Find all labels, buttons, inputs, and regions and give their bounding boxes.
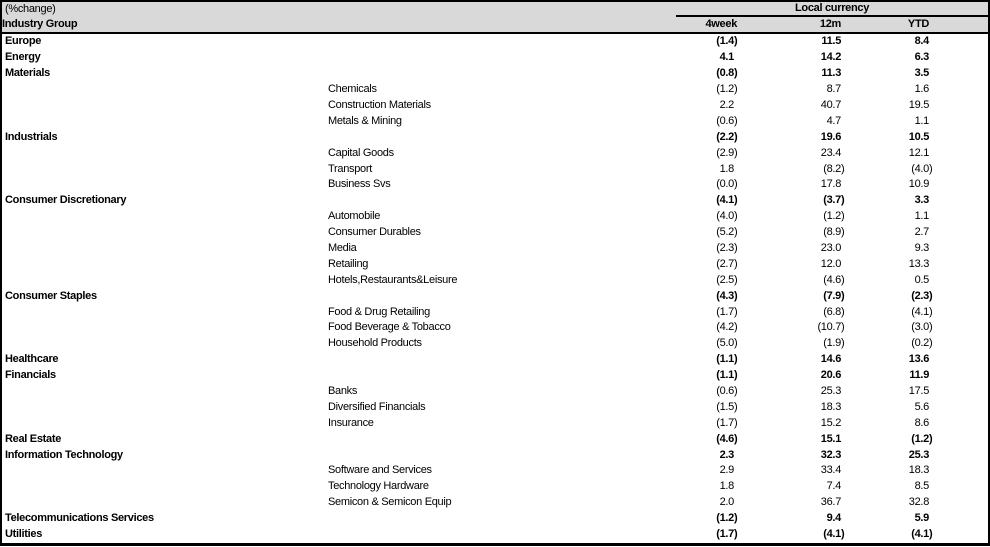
value-4week: (1.7) [716,305,738,318]
row-spacer [934,527,988,543]
sub-industry-cell [328,447,558,463]
industry-group-cell: Financials [5,369,56,382]
industry-group-cell: Healthcare [5,353,59,366]
value-4week: (4.3) [716,289,738,302]
value-4week: (2.5) [716,273,738,286]
value-4week: (1.7) [716,416,738,429]
value-ytd: 19.5 [908,99,930,111]
value-12m: 32.3 [820,448,842,461]
sub-industry-cell [328,129,558,145]
value-12m: 12.0 [820,257,842,270]
industry-group-cell [2,479,328,495]
sub-industry-cell [328,66,558,82]
table-row [2,113,988,129]
sub-industry-cell [328,193,558,209]
sub-industry-cell: Transport [328,162,372,175]
value-12m: 23.0 [820,242,842,255]
row-spacer [934,511,988,527]
value-12m: 9.4 [826,512,842,525]
table-row [2,495,988,511]
value-ytd: 13.6 [908,353,930,366]
value-12m: 19.6 [820,130,842,143]
value-ytd: 17.5 [908,385,930,398]
sub-industry-cell: Retailing [328,257,369,270]
value-12m: 7.4 [826,480,842,493]
row-spacer [934,161,988,177]
value-12m: (4.1) [823,528,845,541]
table-row [2,368,988,384]
row-spacer [934,479,988,495]
value-ytd: (4.0) [911,162,933,175]
value-4week: (2.7) [716,257,738,270]
row-spacer [934,352,988,368]
row-spacer [934,113,988,129]
row-spacer [934,50,988,66]
value-4week: 1.8 [719,480,735,493]
industry-group-cell [2,336,328,352]
table-row [2,447,988,463]
industry-group-cell [2,495,328,511]
industry-group-cell [2,256,328,272]
value-4week: (1.1) [716,369,738,382]
value-ytd: (0.2) [911,337,933,350]
column-header-4week: 4week [558,17,739,34]
sub-industry-cell: Diversified Financials [328,400,426,413]
table-row [2,511,988,527]
value-4week: (1.2) [716,512,738,525]
row-spacer [934,272,988,288]
value-ytd: 5.6 [914,400,930,413]
value-ytd: 8.6 [914,416,930,429]
value-4week: (4.1) [716,194,738,207]
row-spacer [934,304,988,320]
industry-group-cell [2,384,328,400]
row-spacer [934,336,988,352]
sub-industry-cell: Capital Goods [328,146,394,159]
industry-group-cell: Materials [5,67,50,80]
value-ytd: 6.3 [914,51,930,64]
industry-group-cell: Consumer Staples [5,289,97,302]
table-row [2,161,988,177]
value-12m: 25.3 [820,385,842,398]
value-4week: (4.6) [716,432,738,445]
value-ytd: 32.8 [908,496,930,509]
value-4week: (0.8) [716,67,738,80]
industry-group-cell: Real Estate [5,432,62,445]
industry-group-cell [2,225,328,241]
sub-industry-cell: Semicon & Semicon Equip [328,496,452,509]
table-header [2,2,988,34]
value-4week: (2.3) [716,242,738,255]
table-row [2,241,988,257]
sub-industry-cell [328,511,558,527]
table-row [2,145,988,161]
industry-group-cell [2,241,328,257]
local-currency-header: Local currency [676,2,988,17]
value-4week: (0.6) [716,385,738,398]
table-row [2,50,988,66]
row-spacer [934,193,988,209]
table-row [2,304,988,320]
value-ytd: 13.3 [908,257,930,270]
row-spacer [934,209,988,225]
value-ytd: 11.9 [909,369,930,382]
row-spacer [934,34,988,50]
value-12m: 8.7 [826,83,842,96]
table-row [2,288,988,304]
value-ytd: 0.5 [914,273,930,286]
sub-industry-cell: Consumer Durables [328,226,421,239]
sub-industry-cell: Chemicals [328,83,377,96]
value-4week: (1.1) [716,353,738,366]
sub-industry-cell [328,34,558,50]
industry-group-cell [2,82,328,98]
value-12m: 33.4 [820,464,842,477]
table-row [2,129,988,145]
value-12m: (8.9) [823,226,845,239]
sub-industry-cell: Business Svs [328,178,391,191]
row-spacer [934,495,988,511]
row-spacer [934,447,988,463]
value-12m: 15.1 [820,432,842,445]
value-ytd: 10.9 [908,178,930,191]
value-4week: (4.2) [716,321,738,334]
table-row [2,479,988,495]
row-spacer [934,463,988,479]
value-ytd: 3.3 [914,194,930,207]
industry-group-cell [2,113,328,129]
row-spacer [934,66,988,82]
table-row [2,336,988,352]
header-row-currency [2,2,988,17]
table-row [2,98,988,114]
value-12m: 20.6 [820,369,842,382]
sub-industry-cell: Technology Hardware [328,480,429,493]
industry-group-cell [2,161,328,177]
header-row-columns [2,17,988,34]
table-row [2,272,988,288]
table-row [2,193,988,209]
value-12m: 18.3 [820,400,842,413]
sub-industry-cell: Banks [328,385,358,398]
value-4week: (2.9) [716,146,738,159]
table-row [2,177,988,193]
row-spacer [934,145,988,161]
value-12m: 40.7 [820,99,842,111]
value-ytd: 1.6 [914,83,930,96]
table-row [2,34,988,50]
value-ytd: 1.1 [914,210,930,223]
value-ytd: 2.7 [914,226,930,239]
value-12m: 4.7 [826,114,842,127]
row-spacer [934,82,988,98]
industry-group-cell [2,415,328,431]
value-4week: 2.2 [719,99,735,111]
industry-group-column-header: Industry Group [2,17,558,34]
industry-group-cell: Consumer Discretionary [5,194,127,207]
value-4week: 2.9 [719,464,735,477]
value-ytd: 8.4 [914,35,930,48]
industry-group-cell [2,272,328,288]
industry-group-cell [2,98,328,114]
value-12m: (3.7) [823,194,845,207]
percent-change-label: (%change) [2,2,676,17]
industry-group-cell: Europe [5,35,42,48]
value-12m: (4.6) [823,273,845,286]
value-12m: (7.9) [823,289,845,302]
value-ytd: 5.9 [914,512,930,525]
sub-industry-cell [328,288,558,304]
value-12m: 36.7 [820,496,842,509]
sub-industry-cell: Insurance [328,416,374,429]
value-ytd: 25.3 [908,448,930,461]
industry-group-cell: Utilities [5,528,43,541]
value-ytd: 9.3 [914,242,930,255]
value-4week: (4.0) [716,210,738,223]
table-row [2,209,988,225]
value-12m: 14.6 [820,353,842,366]
value-ytd: 8.5 [914,480,930,493]
value-4week: (0.0) [716,178,738,191]
value-12m: 15.2 [820,416,842,429]
value-12m: (8.2) [823,162,845,175]
value-4week: (5.2) [716,226,738,239]
value-4week: (1.4) [716,35,738,48]
table-row [2,352,988,368]
sub-industry-cell: Automobile [328,210,381,223]
table-row [2,66,988,82]
value-ytd: 3.5 [914,67,930,80]
value-4week: 4.1 [719,51,735,64]
value-ytd: (4.1) [911,305,933,318]
sub-industry-cell: Food & Drug Retailing [328,305,430,318]
row-spacer [934,98,988,114]
sub-industry-cell: Media [328,242,357,255]
sub-industry-cell [328,431,558,447]
industry-group-cell: Information Technology [5,448,123,461]
row-spacer [934,384,988,400]
value-4week: (1.2) [716,83,738,96]
value-4week: (2.2) [716,130,738,143]
industry-group-cell: Telecommunications Services [5,512,154,525]
row-spacer [934,177,988,193]
table-row [2,320,988,336]
row-spacer [934,129,988,145]
sub-industry-cell [328,352,558,368]
value-ytd: 10.5 [908,130,930,143]
table-row [2,463,988,479]
value-12m: 11.3 [821,67,842,80]
value-ytd: (4.1) [911,528,933,541]
value-12m: 11.5 [821,35,842,48]
value-12m: (1.2) [823,210,845,223]
value-4week: 2.3 [719,448,735,461]
sub-industry-cell [328,368,558,384]
industry-group-cell [2,320,328,336]
value-4week: (5.0) [716,337,738,350]
industry-group-cell [2,463,328,479]
value-12m: (1.9) [823,337,845,350]
industry-group-cell [2,399,328,415]
value-4week: (1.7) [716,528,738,541]
sub-industry-cell: Software and Services [328,464,432,477]
row-spacer [934,288,988,304]
column-header-ytd: YTD [846,17,934,34]
sub-industry-cell [328,50,558,66]
table-row [2,82,988,98]
value-4week: 2.0 [719,496,735,509]
value-ytd: 1.1 [914,114,930,127]
table-row [2,399,988,415]
row-spacer [934,431,988,447]
table-row [2,256,988,272]
table-row [2,384,988,400]
sub-industry-cell: Construction Materials [328,99,431,111]
industry-group-cell [2,304,328,320]
value-12m: (6.8) [823,305,845,318]
header-spacer [934,17,988,34]
row-spacer [934,399,988,415]
value-12m: (10.7) [817,321,845,334]
sub-industry-cell: Household Products [328,337,422,350]
industry-group-cell [2,177,328,193]
sub-industry-cell: Metals & Mining [328,114,402,127]
value-4week: (1.5) [716,400,738,413]
table-row [2,431,988,447]
row-spacer [934,225,988,241]
value-ytd: (3.0) [911,321,933,334]
row-spacer [934,241,988,257]
industry-group-cell: Energy [5,51,41,64]
sub-industry-cell [328,527,558,543]
row-spacer [934,415,988,431]
value-12m: 23.4 [820,146,842,159]
value-12m: 17.8 [820,178,842,191]
row-spacer [934,368,988,384]
value-12m: 14.2 [820,51,842,64]
industry-group-cell [2,145,328,161]
value-ytd: 18.3 [908,464,930,477]
industry-group-cell [2,209,328,225]
row-spacer [934,256,988,272]
value-ytd: (2.3) [911,289,933,302]
industry-group-cell: Industrials [5,130,58,143]
value-ytd: (1.2) [911,432,933,445]
table-body [2,34,988,543]
value-4week: (0.6) [716,114,738,127]
table-row [2,225,988,241]
column-header-12m: 12m [739,17,846,34]
value-4week: 1.8 [719,162,735,175]
table-row [2,527,988,543]
table-row [2,415,988,431]
row-spacer [934,320,988,336]
value-ytd: 12.1 [908,146,930,159]
sub-industry-cell: Hotels,Restaurants&Leisure [328,273,458,286]
sub-industry-cell: Food Beverage & Tobacco [328,321,451,334]
